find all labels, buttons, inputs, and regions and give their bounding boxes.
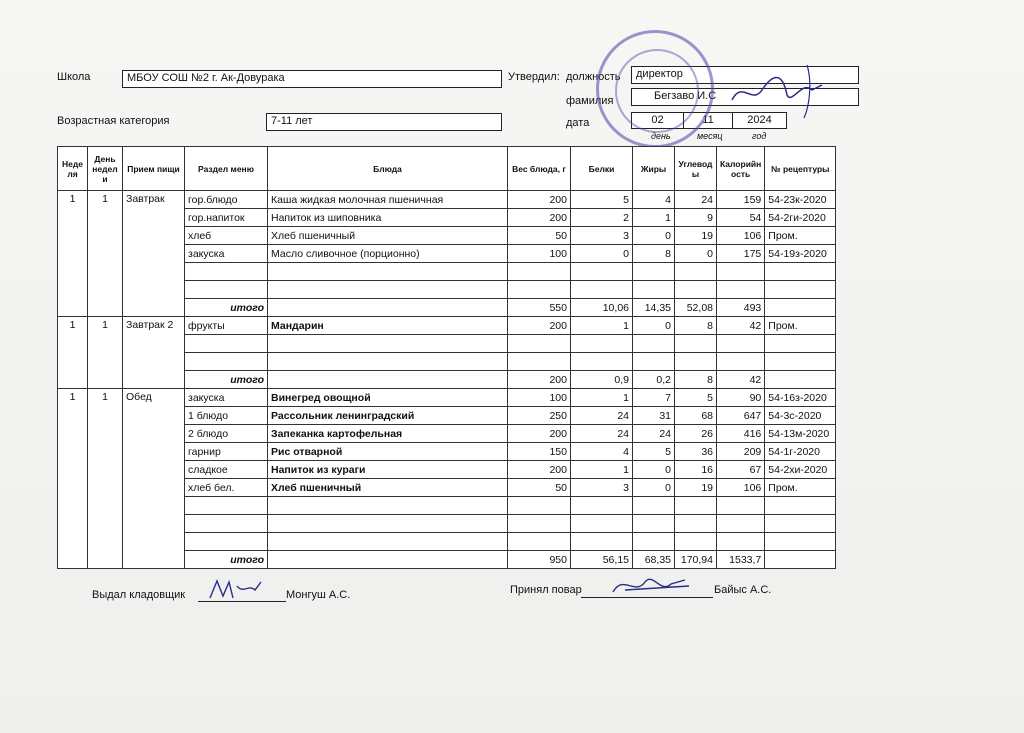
total-carbs: 170,94	[675, 551, 717, 569]
breakfast2-meal: Завтрак 2	[123, 317, 185, 389]
recipe-cell: 54-16з-2020	[765, 389, 836, 407]
weight-cell: 200	[508, 425, 571, 443]
protein-cell: 24	[571, 425, 633, 443]
school-value: МБОУ СОШ №2 г. Ак-Довурака	[122, 70, 502, 88]
col-kcal: Калорийн ость	[717, 147, 765, 191]
dish-cell: Каша жидкая молочная пшеничная	[268, 191, 508, 209]
breakfast2-day: 1	[88, 317, 123, 389]
total-carbs: 8	[675, 371, 717, 389]
received-name: Байыс А.С.	[714, 584, 772, 596]
recipe-cell: Пром.	[765, 479, 836, 497]
col-day: День недел и	[88, 147, 123, 191]
col-meal: Прием пищи	[123, 147, 185, 191]
kcal-cell: 159	[717, 191, 765, 209]
cook-signature	[605, 572, 695, 600]
fat-cell: 0	[633, 479, 675, 497]
col-weight: Вес блюда, г	[508, 147, 571, 191]
table-row	[58, 317, 836, 335]
dish-cell: Винегред овощной	[268, 389, 508, 407]
total-label: итого	[185, 551, 268, 569]
breakfast-day: 1	[88, 191, 123, 317]
section-cell: гарнир	[185, 443, 268, 461]
protein-cell: 3	[571, 227, 633, 245]
kcal-cell: 54	[717, 209, 765, 227]
lunch-meal: Обед	[123, 389, 185, 569]
carbs-cell: 19	[675, 479, 717, 497]
fat-cell: 4	[633, 191, 675, 209]
total-protein: 10,06	[571, 299, 633, 317]
storekeeper-signature	[205, 576, 265, 604]
director-signature	[712, 60, 832, 120]
dish-cell: Запеканка картофельная	[268, 425, 508, 443]
kcal-cell: 106	[717, 479, 765, 497]
year-caption: год	[752, 131, 767, 141]
total-fat: 68,35	[633, 551, 675, 569]
carbs-cell: 5	[675, 389, 717, 407]
section-cell: закуска	[185, 245, 268, 263]
protein-cell: 2	[571, 209, 633, 227]
col-fat: Жиры	[633, 147, 675, 191]
col-week: Неде ля	[58, 147, 88, 191]
total-label: итого	[185, 299, 268, 317]
fat-cell: 0	[633, 227, 675, 245]
fat-cell: 7	[633, 389, 675, 407]
kcal-cell: 42	[717, 317, 765, 335]
col-carbs: Углевод ы	[675, 147, 717, 191]
total-label: итого	[185, 371, 268, 389]
weight-cell: 50	[508, 227, 571, 245]
recipe-cell: 54-3с-2020	[765, 407, 836, 425]
section-cell: фрукты	[185, 317, 268, 335]
carbs-cell: 0	[675, 245, 717, 263]
recipe-cell: 54-2хи-2020	[765, 461, 836, 479]
weight-cell: 150	[508, 443, 571, 461]
recipe-cell: 54-23к-2020	[765, 191, 836, 209]
approved-label: Утвердил:	[508, 71, 560, 83]
lunch-week: 1	[58, 389, 88, 569]
fat-cell: 24	[633, 425, 675, 443]
kcal-cell: 67	[717, 461, 765, 479]
total-kcal: 1533,7	[717, 551, 765, 569]
weight-cell: 50	[508, 479, 571, 497]
recipe-cell: 54-19з-2020	[765, 245, 836, 263]
lunch-day: 1	[88, 389, 123, 569]
protein-cell: 3	[571, 479, 633, 497]
carbs-cell: 26	[675, 425, 717, 443]
protein-cell: 0	[571, 245, 633, 263]
total-kcal: 42	[717, 371, 765, 389]
total-kcal: 493	[717, 299, 765, 317]
protein-cell: 1	[571, 461, 633, 479]
col-section: Раздел меню	[185, 147, 268, 191]
dish-cell: Напиток из шиповника	[268, 209, 508, 227]
dish-cell: Мандарин	[268, 317, 508, 335]
dish-cell: Рассольник ленинградский	[268, 407, 508, 425]
section-cell: сладкое	[185, 461, 268, 479]
kcal-cell: 416	[717, 425, 765, 443]
received-label: Принял повар	[510, 584, 582, 596]
protein-cell: 4	[571, 443, 633, 461]
table-header-row	[58, 147, 836, 191]
fat-cell: 31	[633, 407, 675, 425]
dish-cell: Напиток из кураги	[268, 461, 508, 479]
section-cell: хлеб бел.	[185, 479, 268, 497]
kcal-cell: 106	[717, 227, 765, 245]
surname-value: Бегзаво И.С	[631, 88, 859, 106]
menu-table	[57, 146, 836, 569]
breakfast-meal: Завтрак	[123, 191, 185, 317]
recipe-cell: 54-13м-2020	[765, 425, 836, 443]
total-weight: 950	[508, 551, 571, 569]
protein-cell: 1	[571, 317, 633, 335]
weight-cell: 200	[508, 191, 571, 209]
table-row	[58, 389, 836, 407]
breakfast-week: 1	[58, 191, 88, 317]
total-fat: 14,35	[633, 299, 675, 317]
total-weight: 550	[508, 299, 571, 317]
fat-cell: 0	[633, 461, 675, 479]
carbs-cell: 36	[675, 443, 717, 461]
section-cell: гор.напиток	[185, 209, 268, 227]
surname-label: фамилия	[566, 95, 614, 107]
dish-cell: Масло сливочное (порционно)	[268, 245, 508, 263]
fat-cell: 8	[633, 245, 675, 263]
position-label: должность	[566, 71, 621, 83]
recipe-cell: 54-2ги-2020	[765, 209, 836, 227]
weight-cell: 200	[508, 461, 571, 479]
weight-cell: 100	[508, 389, 571, 407]
carbs-cell: 24	[675, 191, 717, 209]
fat-cell: 1	[633, 209, 675, 227]
fat-cell: 5	[633, 443, 675, 461]
weight-cell: 250	[508, 407, 571, 425]
carbs-cell: 68	[675, 407, 717, 425]
total-fat: 0,2	[633, 371, 675, 389]
carbs-cell: 9	[675, 209, 717, 227]
total-protein: 0,9	[571, 371, 633, 389]
total-protein: 56,15	[571, 551, 633, 569]
dish-cell: Хлеб пшеничный	[268, 227, 508, 245]
recipe-cell: Пром.	[765, 227, 836, 245]
issued-label: Выдал кладовщик	[92, 589, 186, 601]
carbs-cell: 16	[675, 461, 717, 479]
table-row	[58, 191, 836, 209]
total-carbs: 52,08	[675, 299, 717, 317]
carbs-cell: 8	[675, 317, 717, 335]
weight-cell: 200	[508, 209, 571, 227]
section-cell: хлеб	[185, 227, 268, 245]
date-year: 2024	[732, 112, 787, 129]
date-month: 11	[683, 112, 733, 129]
weight-cell: 100	[508, 245, 571, 263]
dish-cell: Хлеб пшеничный	[268, 479, 508, 497]
kcal-cell: 175	[717, 245, 765, 263]
school-label: Школа	[57, 71, 91, 83]
position-value: директор	[631, 66, 859, 84]
day-caption: день	[651, 131, 671, 141]
month-caption: месяц	[697, 131, 723, 141]
recipe-cell: 54-1г-2020	[765, 443, 836, 461]
date-day: 02	[631, 112, 684, 129]
kcal-cell: 647	[717, 407, 765, 425]
recipe-cell: Пром.	[765, 317, 836, 335]
protein-cell: 5	[571, 191, 633, 209]
col-protein: Белки	[571, 147, 633, 191]
section-cell: гор.блюдо	[185, 191, 268, 209]
weight-cell: 200	[508, 317, 571, 335]
section-cell: закуска	[185, 389, 268, 407]
issued-name: Монгуш А.С.	[286, 589, 351, 601]
age-value: 7-11 лет	[266, 113, 502, 131]
section-cell: 2 блюдо	[185, 425, 268, 443]
col-dish: Блюда	[268, 147, 508, 191]
dish-cell: Рис отварной	[268, 443, 508, 461]
carbs-cell: 19	[675, 227, 717, 245]
official-stamp	[596, 30, 714, 148]
kcal-cell: 90	[717, 389, 765, 407]
kcal-cell: 209	[717, 443, 765, 461]
breakfast2-week: 1	[58, 317, 88, 389]
section-cell: 1 блюдо	[185, 407, 268, 425]
date-label: дата	[566, 117, 590, 129]
fat-cell: 0	[633, 317, 675, 335]
protein-cell: 1	[571, 389, 633, 407]
total-weight: 200	[508, 371, 571, 389]
col-recipe: № рецептуры	[765, 147, 836, 191]
protein-cell: 24	[571, 407, 633, 425]
age-label: Возрастная категория	[57, 115, 170, 127]
